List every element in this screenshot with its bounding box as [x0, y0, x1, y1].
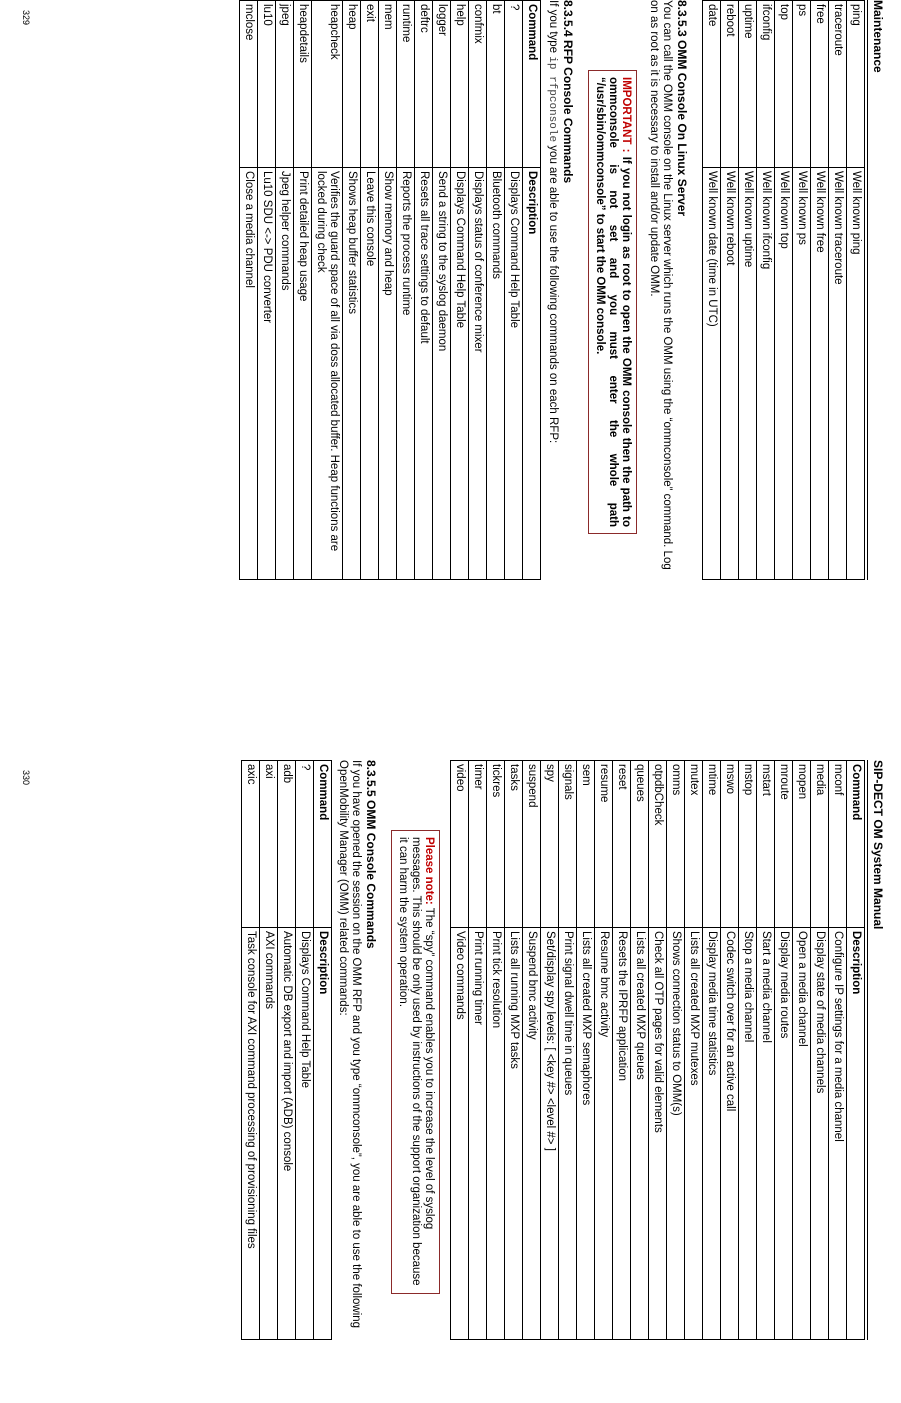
header-command: Command — [314, 761, 332, 928]
command-cell: traceroute — [829, 1, 847, 168]
description-cell: Configure IP settings for a media channel — [829, 928, 847, 1340]
description-cell: Codec switch over for an active call — [721, 928, 739, 1340]
table-row — [294, 1, 312, 580]
table-row — [505, 761, 523, 1340]
table-row — [240, 1, 258, 580]
omm-commands-table — [241, 760, 332, 1340]
command-cell: sem — [577, 761, 595, 928]
table-row — [415, 1, 433, 580]
description-cell: Well known traceroute — [829, 168, 847, 580]
command-cell: ? — [296, 761, 314, 928]
command-cell: exit — [361, 1, 379, 168]
command-cell: top — [775, 1, 793, 168]
page-content — [241, 760, 865, 1340]
table-row — [703, 1, 721, 580]
description-cell: Leave this console — [361, 168, 379, 580]
description-cell: Displays status of conference mixer — [469, 168, 487, 580]
table-row — [242, 761, 260, 1340]
command-cell: mutex — [685, 761, 703, 928]
command-cell: mclose — [240, 1, 258, 168]
table-row — [258, 1, 276, 580]
command-cell: tickres — [487, 761, 505, 928]
description-cell: Jpeg helper commands — [276, 168, 294, 580]
table-row — [469, 1, 487, 580]
description-cell: Show memory and heap — [379, 168, 397, 580]
table-row — [667, 761, 685, 1340]
table-row — [312, 1, 343, 580]
rfp-commands-table-continued — [450, 760, 865, 1340]
table-row — [829, 1, 847, 580]
table-header-row — [523, 1, 541, 580]
section-text-omm-console-commands: If you have opened the session on the OMM RFP and you type “ommconsole”, you are able to use the following OpenMobility Manager (OMM) related commands: — [337, 760, 362, 1329]
note-text: The “spy” command enables you to increase the level of syslog messages. This should be only used by instructions of the support organization because it can harm the system operation. — [397, 837, 435, 1286]
description-cell: Well known free — [811, 168, 829, 580]
command-cell: mopen — [793, 761, 811, 928]
description-cell: Close a media channel — [240, 168, 258, 580]
code-ip-rfpconsole: ip rfpconsole — [546, 56, 558, 143]
table-row — [631, 761, 649, 1340]
description-cell: Set/display spy levels: [ <key #> <level #> ] — [541, 928, 559, 1340]
table-row — [703, 761, 721, 1340]
description-cell: Shows connection status to OMM(s) — [667, 928, 685, 1340]
command-cell: adb — [278, 761, 296, 928]
header-rule — [867, 0, 868, 580]
command-cell: suspend — [523, 761, 541, 928]
table-row — [260, 761, 278, 1340]
section-text-rfp-console: If you type ip rfpconsole you are able to use the following commands on each RFP: — [546, 0, 559, 444]
table-header-row — [847, 761, 865, 1340]
table-row — [296, 761, 314, 1340]
table-row — [559, 761, 577, 1340]
header-command: Command — [847, 761, 865, 928]
command-cell: mstart — [757, 761, 775, 928]
command-cell: jpeg — [276, 1, 294, 168]
command-cell: runtime — [397, 1, 415, 168]
command-cell: uptime — [739, 1, 757, 168]
header-description: Description — [523, 168, 541, 580]
command-cell: axi — [260, 761, 278, 928]
table-row — [757, 761, 775, 1340]
command-cell: deftrc — [415, 1, 433, 168]
command-cell: logger — [433, 1, 451, 168]
table-row — [505, 1, 523, 580]
important-label: IMPORTANT : — [620, 77, 632, 153]
command-cell: lu10 — [258, 1, 276, 168]
table-row — [397, 1, 415, 580]
header-command: Command — [523, 1, 541, 168]
table-row — [487, 1, 505, 580]
command-cell: help — [451, 1, 469, 168]
description-cell: Bluetooth commands — [487, 168, 505, 580]
table-row — [433, 1, 451, 580]
description-cell: Well known ps — [793, 168, 811, 580]
table-row — [379, 1, 397, 580]
table-row — [847, 1, 865, 580]
running-header: Maintenance — [871, 0, 885, 73]
description-cell: Reports the process runtime — [397, 168, 415, 580]
command-cell: heapcheck — [312, 1, 343, 168]
table-row — [276, 1, 294, 580]
header-description: Description — [314, 928, 332, 1340]
section-text-omm-console-linux: You can call the OMM console on the Linux server which runs the OMM using the “ommconsole” command. Log on as root as it is necessary to install and/or update OMM. — [648, 0, 673, 570]
table-row — [487, 761, 505, 1340]
description-cell: Displays Command Help Table — [451, 168, 469, 580]
description-cell: Well known ifconfig — [757, 168, 775, 580]
description-cell: Stop a media channel — [739, 928, 757, 1340]
table-row — [451, 1, 469, 580]
command-cell: mswo — [721, 761, 739, 928]
command-cell: resume — [595, 761, 613, 928]
table-row — [739, 1, 757, 580]
command-cell: spy — [541, 761, 559, 928]
table-row — [721, 1, 739, 580]
description-cell: Lists all created MXP queues — [631, 928, 649, 1340]
linux-commands-table — [702, 0, 865, 580]
important-text: If you not login as root to open the OMM console then the path to ommconsole is not set and you must enter the whole path “/usr/sbin/ommconsole” to start the OMM console. — [594, 77, 632, 527]
command-cell: mstop — [739, 761, 757, 928]
table-row — [469, 761, 487, 1340]
description-cell: Display media routes — [775, 928, 793, 1340]
command-cell: heapdetails — [294, 1, 312, 168]
section-title-omm-console-linux: 8.3.5.3 OMM Console On Linux Server — [675, 0, 689, 217]
table-row — [811, 761, 829, 1340]
description-cell: Well known ping — [847, 168, 865, 580]
page-329 — [15, 0, 895, 580]
table-row — [523, 761, 541, 1340]
command-cell: heap — [343, 1, 361, 168]
command-cell: reboot — [721, 1, 739, 168]
table-row — [613, 761, 631, 1340]
table-row — [811, 1, 829, 580]
command-cell: ifconfig — [757, 1, 775, 168]
table-row — [451, 761, 469, 1340]
description-cell: Start a media channel — [757, 928, 775, 1340]
command-cell: axic — [242, 761, 260, 928]
description-cell: Print detailed heap usage — [294, 168, 312, 580]
description-cell: Lists all created MXP semaphores — [577, 928, 595, 1340]
table-row — [829, 761, 847, 1340]
rfp-commands-table — [239, 0, 541, 580]
description-cell: Well known uptime — [739, 168, 757, 580]
description-cell: Resume bmc activity — [595, 928, 613, 1340]
command-cell: mconf — [829, 761, 847, 928]
description-cell: Lists all created MXP mutexes — [685, 928, 703, 1340]
description-cell: Print tick resolution — [487, 928, 505, 1340]
page-330 — [15, 760, 895, 1340]
table-row — [793, 1, 811, 580]
command-cell: reset — [613, 761, 631, 928]
important-note — [588, 70, 637, 534]
command-cell: bt — [487, 1, 505, 168]
description-cell: Print running timer — [469, 928, 487, 1340]
please-note — [391, 830, 440, 1294]
description-cell: Lu10 SDU <-> PDU converter — [258, 168, 276, 580]
table-row — [541, 761, 559, 1340]
page-content — [239, 0, 865, 580]
description-cell: AXI commands — [260, 928, 278, 1340]
description-cell: Displays Command Help Table — [296, 928, 314, 1340]
command-cell: tasks — [505, 761, 523, 928]
command-cell: signals — [559, 761, 577, 928]
description-cell: Print signal dwell time in queues — [559, 928, 577, 1340]
command-cell: mroute — [775, 761, 793, 928]
command-cell: media — [811, 761, 829, 928]
note-label: Please note: — [423, 837, 435, 905]
description-cell: Well known date (time in UTC) — [703, 168, 721, 580]
description-cell: Display media time statistics — [703, 928, 721, 1340]
running-header: SIP-DECT OM System Manual — [871, 760, 885, 930]
description-cell: Well known top — [775, 168, 793, 580]
table-row — [739, 761, 757, 1340]
description-cell: Lists all running MXP tasks — [505, 928, 523, 1340]
description-cell: Automatic DB export and import (ADB) console — [278, 928, 296, 1340]
command-cell: ps — [793, 1, 811, 168]
command-cell: free — [811, 1, 829, 168]
table-row — [685, 761, 703, 1340]
command-cell: video — [451, 761, 469, 928]
table-row — [278, 761, 296, 1340]
description-cell: Suspend bmc activity — [523, 928, 541, 1340]
command-cell: confmix — [469, 1, 487, 168]
description-cell: Open a media channel — [793, 928, 811, 1340]
description-cell: Resets the IPRFP application — [613, 928, 631, 1340]
table-row — [793, 761, 811, 1340]
description-cell: Well known reboot — [721, 168, 739, 580]
header-rule — [867, 760, 868, 1340]
table-row — [343, 1, 361, 580]
table-row — [775, 1, 793, 580]
command-cell: date — [703, 1, 721, 168]
table-header-row — [314, 761, 332, 1340]
table-row — [721, 761, 739, 1340]
description-cell: Task console for AXI command processing of provisioning files — [242, 928, 260, 1340]
command-cell: otpdbCheck — [649, 761, 667, 928]
description-cell: Resets all trace settings to default — [415, 168, 433, 580]
description-cell: Shows heap buffer statistics — [343, 168, 361, 580]
command-cell: timer — [469, 761, 487, 928]
description-cell: Displays Command Help Table — [505, 168, 523, 580]
section-title-omm-console-commands: 8.3.5.5 OMM Console Commands — [364, 760, 378, 949]
description-cell: Verifies the guard space of all via doss allocated buffer. Heap functions are locked during check — [312, 168, 343, 580]
page-number: 330 — [21, 770, 31, 786]
description-cell: Check all OTP pages for valid elements — [649, 928, 667, 1340]
command-cell: omms — [667, 761, 685, 928]
command-cell: queues — [631, 761, 649, 928]
table-row — [595, 761, 613, 1340]
description-cell: Video commands — [451, 928, 469, 1340]
command-cell: ping — [847, 1, 865, 168]
description-cell: Display state of media channels — [811, 928, 829, 1340]
table-row — [577, 761, 595, 1340]
header-description: Description — [847, 928, 865, 1340]
table-row — [757, 1, 775, 580]
table-row — [775, 761, 793, 1340]
command-cell: mem — [379, 1, 397, 168]
command-cell: mtime — [703, 761, 721, 928]
section-title-rfp-console: 8.3.5.4 RFP Console Commands — [561, 0, 575, 184]
description-cell: Send a string to the syslog daemon — [433, 168, 451, 580]
table-row — [649, 761, 667, 1340]
command-cell: ? — [505, 1, 523, 168]
table-row — [361, 1, 379, 580]
page-number: 329 — [21, 10, 31, 26]
